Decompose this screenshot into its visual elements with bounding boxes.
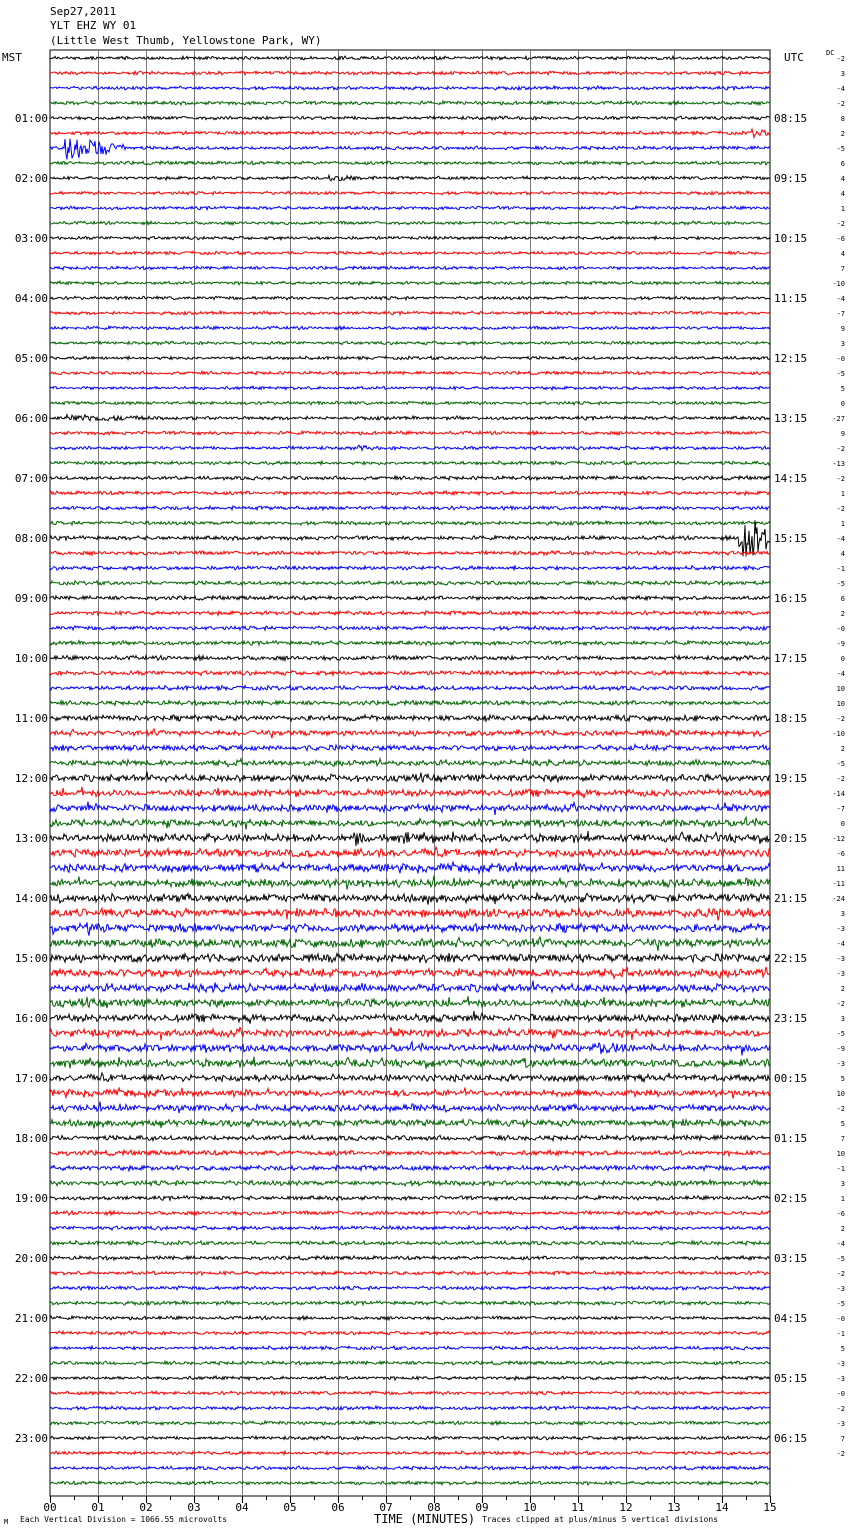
utc-hour-label: 15:15 — [774, 532, 808, 545]
trace-22 — [50, 386, 770, 390]
utc-hour-label: 22:15 — [774, 952, 808, 965]
utc-hour-label: 02:15 — [774, 1192, 808, 1205]
dc-offset-label: -9 — [836, 1045, 845, 1053]
utc-hour-label: 21:15 — [774, 892, 808, 905]
utc-hour-label: 14:15 — [774, 472, 808, 485]
trace-3 — [50, 101, 770, 105]
clip-note: Traces clipped at plus/minus 5 vertical divisions — [482, 1515, 719, 1524]
header-station: YLT EHZ WY 01 — [50, 19, 137, 32]
dc-offset-label: 3 — [840, 340, 845, 348]
trace-5 — [50, 129, 770, 137]
dc-offset-label: -2 — [836, 1270, 845, 1278]
x-tick-label: 02 — [139, 1501, 153, 1514]
trace-56 — [50, 893, 770, 904]
dc-offset-label: 0 — [840, 820, 845, 828]
trace-75 — [50, 1180, 770, 1186]
trace-16 — [50, 296, 770, 300]
trace-67 — [50, 1057, 770, 1069]
trace-7 — [50, 161, 770, 165]
dc-offset-label: -7 — [836, 805, 845, 813]
trace-10 — [50, 206, 770, 210]
dc-offset-label: 10 — [836, 685, 845, 693]
dc-offset-label: 6 — [840, 160, 845, 168]
mst-hour-label: 02:00 — [14, 172, 48, 185]
dc-offset-label: -1 — [836, 1165, 845, 1173]
trace-58 — [50, 922, 770, 935]
trace-40 — [50, 656, 770, 661]
mst-hour-label: 23:00 — [14, 1432, 48, 1445]
dc-offset-label: -3 — [836, 1060, 845, 1068]
trace-93 — [50, 1451, 770, 1455]
utc-hour-label: 11:15 — [774, 292, 808, 305]
trace-48 — [50, 772, 770, 783]
trace-60 — [50, 953, 770, 963]
dc-offset-label: -12 — [832, 835, 845, 843]
dc-offset-label: -11 — [832, 880, 845, 888]
dc-offset-label: 2 — [840, 130, 845, 138]
dc-offset-label: -2 — [836, 1450, 845, 1458]
dc-offset-label: -10 — [832, 730, 845, 738]
mst-hour-label: 03:00 — [14, 232, 48, 245]
dc-offset-label: 4 — [840, 190, 845, 198]
dc-offset-label: 7 — [840, 1135, 845, 1143]
utc-hour-label: 00:15 — [774, 1072, 808, 1085]
dc-offset-label: -2 — [836, 775, 845, 783]
trace-30 — [50, 506, 770, 510]
trace-28 — [50, 476, 770, 480]
dc-offset-label: -6 — [836, 235, 845, 243]
x-tick-label: 01 — [91, 1501, 105, 1514]
x-tick-label: 15 — [763, 1501, 777, 1514]
trace-20 — [50, 356, 770, 360]
x-tick-label: 11 — [571, 1501, 585, 1514]
trace-44 — [50, 715, 770, 721]
trace-86 — [50, 1346, 770, 1350]
dc-offset-label: -2 — [836, 715, 845, 723]
trace-25 — [50, 431, 770, 435]
trace-49 — [50, 787, 770, 798]
mst-hour-label: 04:00 — [14, 292, 48, 305]
trace-39 — [50, 641, 770, 646]
utc-hour-label: 20:15 — [774, 832, 808, 845]
dc-offset-label: 3 — [840, 1015, 845, 1023]
trace-78 — [50, 1226, 770, 1230]
trace-18 — [50, 326, 770, 330]
mst-hour-label: 20:00 — [14, 1252, 48, 1265]
trace-83 — [50, 1301, 770, 1305]
trace-53 — [50, 847, 770, 858]
trace-70 — [50, 1102, 770, 1113]
trace-33 — [50, 551, 770, 555]
trace-42 — [50, 686, 770, 691]
x-tick-label: 03 — [187, 1501, 201, 1514]
dc-offset-label: -1 — [836, 1330, 845, 1338]
dc-offset-label: 10 — [836, 1090, 845, 1098]
trace-21 — [50, 371, 770, 375]
dc-offset-label: 1 — [840, 490, 845, 498]
utc-hour-label: 16:15 — [774, 592, 808, 605]
dc-offset-label: -5 — [836, 760, 845, 768]
trace-69 — [50, 1088, 770, 1099]
utc-hour-label: 17:15 — [774, 652, 808, 665]
dc-offset-label: 8 — [840, 115, 845, 123]
dc-offset-label: 2 — [840, 1225, 845, 1233]
trace-43 — [50, 701, 770, 706]
dc-offset-label: 5 — [840, 385, 845, 393]
dc-offset-label: 7 — [840, 265, 845, 273]
utc-hour-label: 04:15 — [774, 1312, 808, 1325]
utc-hour-label: 13:15 — [774, 412, 808, 425]
mst-hour-label: 16:00 — [14, 1012, 48, 1025]
trace-85 — [50, 1331, 770, 1335]
dc-offset-label: -4 — [836, 670, 845, 678]
dc-offset-label: -3 — [836, 925, 845, 933]
dc-offset-label: 2 — [840, 985, 845, 993]
x-tick-label: 08 — [427, 1501, 441, 1514]
dc-offset-label: -2 — [836, 1405, 845, 1413]
dc-offset-label: -4 — [836, 295, 845, 303]
x-tick-label: 14 — [715, 1501, 729, 1514]
dc-offset-label: -10 — [832, 280, 845, 288]
dc-offset-label: -6 — [836, 1210, 845, 1218]
header-location: (Little West Thumb, Yellowstone Park, WY) — [50, 34, 322, 47]
trace-46 — [50, 745, 770, 752]
trace-45 — [50, 729, 770, 738]
dc-offset-label: -2 — [836, 220, 845, 228]
mst-hour-label: 08:00 — [14, 532, 48, 545]
trace-31 — [50, 521, 770, 525]
corner-mark: M — [4, 1518, 9, 1526]
dc-offset-label: -3 — [836, 970, 845, 978]
dc-offset-label: -4 — [836, 535, 845, 543]
dc-offset-label: -3 — [836, 955, 845, 963]
utc-hour-label: 12:15 — [774, 352, 808, 365]
trace-65 — [50, 1027, 770, 1041]
trace-1 — [50, 71, 770, 75]
trace-64 — [50, 1011, 770, 1024]
dc-offset-label: 3 — [840, 1180, 845, 1188]
dc-offset-label: -2 — [836, 55, 845, 63]
dc-offset-label: 2 — [840, 745, 845, 753]
utc-hour-label: 19:15 — [774, 772, 808, 785]
trace-72 — [50, 1135, 770, 1140]
mst-hour-label: 17:00 — [14, 1072, 48, 1085]
dc-offset-label: -2 — [836, 475, 845, 483]
dc-offset-label: 9 — [840, 430, 845, 438]
left-zone-label: MST — [2, 51, 22, 64]
trace-71 — [50, 1119, 770, 1129]
mst-hour-label: 19:00 — [14, 1192, 48, 1205]
dc-offset-label: -5 — [836, 370, 845, 378]
dc-offset-label: 9 — [840, 325, 845, 333]
trace-0 — [50, 56, 770, 60]
dc-offset-label: 11 — [836, 865, 845, 873]
trace-61 — [50, 967, 770, 979]
x-tick-label: 04 — [235, 1501, 249, 1514]
x-tick-label: 07 — [379, 1501, 393, 1514]
mst-hour-label: 14:00 — [14, 892, 48, 905]
trace-79 — [50, 1241, 770, 1245]
x-axis-title: TIME (MINUTES) — [374, 1512, 476, 1526]
trace-41 — [50, 671, 770, 676]
trace-81 — [50, 1271, 770, 1275]
utc-hour-label: 05:15 — [774, 1372, 808, 1385]
dc-offset-label: -3 — [836, 1360, 845, 1368]
trace-66 — [50, 1042, 770, 1056]
dc-offset-label: -0 — [836, 355, 845, 363]
dc-offset-label: -2 — [836, 1000, 845, 1008]
trace-23 — [50, 401, 770, 405]
utc-hour-label: 08:15 — [774, 112, 808, 125]
dc-offset-label: -3 — [836, 1420, 845, 1428]
trace-14 — [50, 266, 770, 270]
trace-34 — [50, 566, 770, 570]
dc-offset-label: -2 — [836, 100, 845, 108]
x-tick-label: 12 — [619, 1501, 633, 1514]
scale-note: Each Vertical Division = 1066.55 microvolts — [20, 1515, 228, 1524]
dc-offset-label: 7 — [840, 1435, 845, 1443]
mst-hour-label: 10:00 — [14, 652, 48, 665]
trace-91 — [50, 1421, 770, 1425]
trace-59 — [50, 937, 770, 951]
trace-11 — [50, 221, 770, 225]
trace-55 — [50, 875, 770, 889]
trace-62 — [50, 981, 770, 993]
dc-offset-label: 10 — [836, 1150, 845, 1158]
dc-offset-label: 5 — [840, 1345, 845, 1353]
mst-hour-label: 13:00 — [14, 832, 48, 845]
dc-offset-label: 6 — [840, 595, 845, 603]
trace-17 — [50, 311, 770, 315]
mst-hour-label: 09:00 — [14, 592, 48, 605]
utc-hour-label: 23:15 — [774, 1012, 808, 1025]
trace-36 — [50, 596, 770, 600]
dc-offset-label: 1 — [840, 205, 845, 213]
dc-offset-label: -4 — [836, 85, 845, 93]
dc-offset-label: -5 — [836, 1300, 845, 1308]
dc-offset-label: -5 — [836, 580, 845, 588]
trace-73 — [50, 1150, 770, 1156]
dc-offset-label: -0 — [836, 625, 845, 633]
trace-47 — [50, 759, 770, 767]
trace-9 — [50, 191, 770, 195]
trace-4 — [50, 116, 770, 120]
mst-hour-label: 01:00 — [14, 112, 48, 125]
trace-54 — [50, 862, 770, 874]
trace-57 — [50, 908, 770, 921]
utc-hour-label: 10:15 — [774, 232, 808, 245]
dc-offset-label: -5 — [836, 1255, 845, 1263]
dc-offset-label: -1 — [836, 565, 845, 573]
trace-26 — [50, 445, 770, 450]
trace-88 — [50, 1376, 770, 1380]
trace-2 — [50, 86, 770, 90]
trace-27 — [50, 461, 770, 465]
trace-74 — [50, 1165, 770, 1171]
trace-82 — [50, 1286, 770, 1290]
mst-hour-label: 05:00 — [14, 352, 48, 365]
mst-hour-label: 12:00 — [14, 772, 48, 785]
dc-offset-label: -9 — [836, 640, 845, 648]
utc-hour-label: 03:15 — [774, 1252, 808, 1265]
trace-94 — [50, 1466, 770, 1470]
dc-offset-label: -13 — [832, 460, 845, 468]
trace-87 — [50, 1361, 770, 1365]
utc-hour-label: 06:15 — [774, 1432, 808, 1445]
dc-offset-label: -27 — [832, 415, 845, 423]
mst-hour-label: 21:00 — [14, 1312, 48, 1325]
trace-51 — [50, 817, 770, 829]
x-tick-label: 00 — [43, 1501, 57, 1514]
trace-90 — [50, 1406, 770, 1410]
dc-offset-label: -6 — [836, 850, 845, 858]
trace-80 — [50, 1256, 770, 1260]
mst-hour-label: 07:00 — [14, 472, 48, 485]
dc-offset-label: 10 — [836, 700, 845, 708]
trace-32 — [50, 520, 770, 556]
trace-63 — [50, 996, 770, 1008]
mst-hour-label: 06:00 — [14, 412, 48, 425]
trace-35 — [50, 581, 770, 585]
dc-offset-label: 1 — [840, 520, 845, 528]
trace-95 — [50, 1481, 770, 1485]
x-tick-label: 06 — [331, 1501, 345, 1514]
trace-37 — [50, 611, 770, 615]
dc-offset-label: 4 — [840, 175, 845, 183]
dc-offset-label: 0 — [840, 655, 845, 663]
trace-52 — [50, 831, 770, 846]
mst-hour-label: 22:00 — [14, 1372, 48, 1385]
trace-92 — [50, 1436, 770, 1440]
trace-77 — [50, 1211, 770, 1215]
dc-offset-label: 4 — [840, 250, 845, 258]
dc-offset-label: 3 — [840, 70, 845, 78]
dc-offset-label: -5 — [836, 1030, 845, 1038]
x-tick-label: 13 — [667, 1501, 681, 1514]
x-tick-label: 10 — [523, 1501, 537, 1514]
utc-hour-label: 18:15 — [774, 712, 808, 725]
dc-offset-label: 4 — [840, 550, 845, 558]
header-date: Sep27,2011 — [50, 5, 117, 18]
dc-offset-label: 3 — [840, 910, 845, 918]
dc-offset-label: -14 — [832, 790, 845, 798]
dc-offset-label: -24 — [832, 895, 845, 903]
utc-hour-label: 01:15 — [774, 1132, 808, 1145]
dc-offset-label: -7 — [836, 310, 845, 318]
dc-offset-label: -2 — [836, 1105, 845, 1113]
dc-offset-label: -3 — [836, 1375, 845, 1383]
trace-89 — [50, 1391, 770, 1395]
right-zone-label: UTC — [784, 51, 804, 64]
trace-19 — [50, 341, 770, 345]
x-tick-label: 09 — [475, 1501, 489, 1514]
dc-offset-label: 0 — [840, 400, 845, 408]
dc-offset-label: 5 — [840, 1120, 845, 1128]
trace-68 — [50, 1073, 770, 1082]
dc-offset-label: -3 — [836, 1285, 845, 1293]
dc-offset-label: -4 — [836, 1240, 845, 1248]
trace-12 — [50, 236, 770, 240]
mst-hour-label: 18:00 — [14, 1132, 48, 1145]
dc-label: DC — [826, 49, 835, 57]
trace-13 — [50, 251, 770, 255]
dc-offset-label: -5 — [836, 145, 845, 153]
dc-offset-label: 2 — [840, 610, 845, 618]
dc-offset-label: 5 — [840, 1075, 845, 1083]
utc-hour-label: 09:15 — [774, 172, 808, 185]
trace-76 — [50, 1196, 770, 1200]
trace-29 — [50, 491, 770, 495]
mst-hour-label: 11:00 — [14, 712, 48, 725]
dc-offset-label: -2 — [836, 505, 845, 513]
dc-offset-label: -0 — [836, 1315, 845, 1323]
trace-8 — [50, 175, 770, 180]
x-tick-label: 05 — [283, 1501, 297, 1514]
trace-24 — [50, 415, 770, 421]
mst-hour-label: 15:00 — [14, 952, 48, 965]
trace-6 — [50, 139, 770, 160]
dc-offset-label: -2 — [836, 445, 845, 453]
trace-38 — [50, 626, 770, 630]
trace-15 — [50, 281, 770, 285]
dc-offset-label: -0 — [836, 1390, 845, 1398]
dc-offset-label: 1 — [840, 1195, 845, 1203]
trace-50 — [50, 802, 770, 815]
trace-84 — [50, 1316, 770, 1320]
dc-offset-label: -4 — [836, 940, 845, 948]
